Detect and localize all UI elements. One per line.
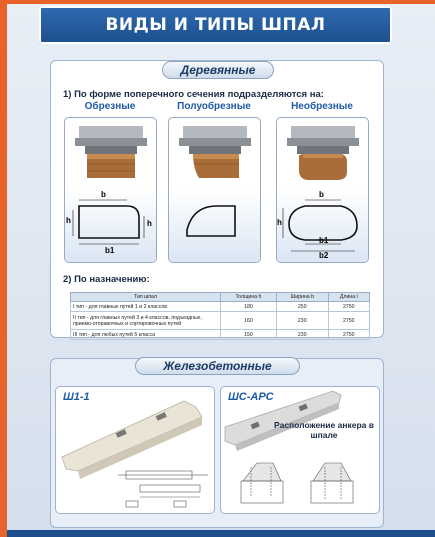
concrete-heading: Железобетонные [135, 357, 300, 375]
sleeper-model-label: Ш1-1 [63, 391, 90, 403]
table-cell: 2750 [328, 330, 369, 340]
table-cell: 230 [276, 312, 328, 330]
table-cell: 180 [221, 302, 277, 312]
table-cell: 150 [221, 330, 277, 340]
purpose-question: 2) По назначению: [63, 274, 150, 285]
sh1-1-sleeper-illustration [56, 387, 215, 514]
table-row [71, 330, 370, 340]
sleeper-card-semi-trimmed [168, 117, 261, 263]
sleeper-card-untrimmed [276, 117, 369, 263]
concrete-sleeper-shs-ars [220, 386, 380, 514]
table-header: Толщина h [221, 293, 277, 302]
dim-label-b: b [101, 190, 106, 199]
shs-ars-sleeper-illustration [221, 387, 380, 514]
dim-label-b1: b1 [319, 236, 329, 245]
semi-trimmed-sleeper-illustration [169, 118, 261, 263]
table-cell: 2750 [328, 312, 369, 330]
dim-label-h: h [277, 218, 282, 227]
dim-label-h-right: h [147, 219, 152, 228]
anchor-position-note: Расположение анкера в шпале [274, 420, 374, 440]
dim-label-b2: b2 [319, 251, 329, 260]
page-title: ВИДЫ И ТИПЫ ШПАЛ [105, 15, 326, 35]
table-cell: 2750 [328, 302, 369, 312]
dim-label-b: b [319, 190, 324, 199]
left-accent-strip [0, 0, 7, 537]
cross-section-question: 1) По форме поперечного сечения подразделяются на: [63, 89, 324, 100]
bottom-bar [7, 530, 435, 537]
sleeper-types-table [70, 292, 370, 340]
type-label-trimmed: Обрезные [84, 101, 136, 112]
sleeper-card-trimmed [64, 117, 157, 263]
table-row [71, 312, 370, 330]
table-cell: 230 [276, 330, 328, 340]
concrete-sleeper-sh1-1 [55, 386, 215, 514]
wooden-heading: Деревянные [162, 61, 274, 79]
table-cell: I тип - для главных путей 1 и 2 классов [71, 302, 221, 312]
table-cell: 250 [276, 302, 328, 312]
title-bar [39, 6, 392, 44]
table-header: Ширина b [276, 293, 328, 302]
table-cell: 160 [221, 312, 277, 330]
dim-label-h-left: h [66, 216, 71, 225]
dim-label-b1: b1 [105, 246, 115, 255]
type-label-semi-trimmed: Полуобрезные [177, 101, 251, 112]
sleeper-model-label: ШС-АРС [228, 391, 274, 403]
top-accent-strip [7, 0, 435, 4]
table-row [71, 302, 370, 312]
type-label-untrimmed: Необрезные [291, 101, 353, 112]
table-header: Тип шпал [71, 293, 221, 302]
table-cell: II тип - для главных путей 3 и 4 классов, подъездных, приемо-отправочных и сортировочных путей [71, 312, 221, 330]
table-header: Длина l [328, 293, 369, 302]
trimmed-sleeper-illustration [65, 118, 157, 263]
table-cell: III тип - для любых путей 5 класса [71, 330, 221, 340]
table-header-row [71, 293, 370, 302]
